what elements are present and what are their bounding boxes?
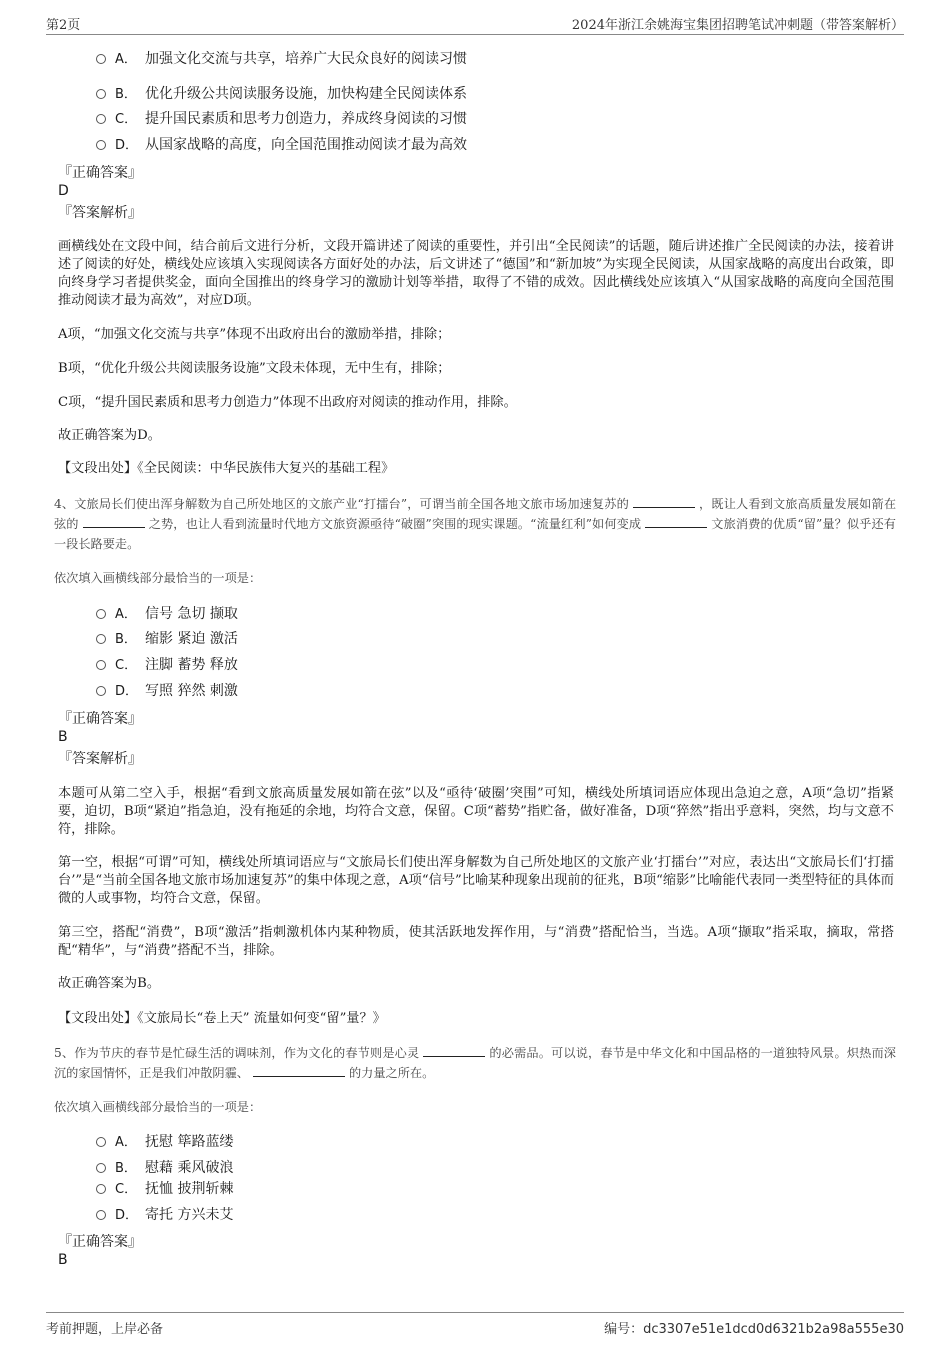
q3-answer-label: 『正确答案』 bbox=[58, 165, 142, 181]
q5-option-a[interactable]: A． 抚慰 筚路蓝缕 bbox=[96, 1133, 233, 1152]
radio-icon[interactable] bbox=[96, 660, 106, 670]
option-text: 优化升级公共阅读服务设施，加快构建全民阅读体系 bbox=[145, 86, 467, 102]
option-text: 加强文化交流与共享，培养广大民众良好的阅读习惯 bbox=[145, 51, 467, 67]
radio-icon[interactable] bbox=[96, 609, 106, 619]
q3-analysis-paragraph: 故正确答案为D。 bbox=[58, 428, 161, 443]
q4-option-c[interactable]: C． 注脚 蓄势 释放 bbox=[96, 656, 238, 675]
page-header bbox=[46, 12, 904, 35]
q5-instruction: 依次填入画横线部分最恰当的一项是： bbox=[54, 1100, 262, 1114]
q4-stem: 4、文旅局长们使出浑身解数为自己所处地区的文旅产业“打擂台”，可谓当前全国各地文旅市场加速复苏的 ，既让人看到文旅高质量发展如箭在弦的 之势，也让人看到流量时代地方文旅资源亟待“破圈”突围的现实课题。“流量红利”如何变成 文旅消费的优质“留”量？似乎还有一段长路要走。 bbox=[54, 497, 897, 551]
answer-blank bbox=[83, 516, 145, 528]
q4-answer-label: 『正确答案』 bbox=[58, 711, 142, 727]
q3-option-c[interactable]: C． 提升国民素质和思考力创造力，养成终身阅读的习惯 bbox=[96, 110, 467, 129]
q3-analysis-paragraph: A项，“加强文化交流与共享”体现不出政府出台的激励举措，排除； bbox=[58, 327, 451, 342]
option-text: 提升国民素质和思考力创造力，养成终身阅读的习惯 bbox=[145, 111, 467, 127]
q4-source: 【文段出处】《文旅局长“卷上天” 流量如何变“留”量？》 bbox=[58, 1011, 386, 1026]
option-text: 从国家战略的高度，向全国范围推动阅读才最为高效 bbox=[145, 137, 467, 153]
q5-option-d[interactable]: D． 寄托 方兴未艾 bbox=[96, 1206, 233, 1225]
q5-option-c[interactable]: C． 抚恤 披荆斩棘 bbox=[96, 1180, 233, 1199]
page-footer bbox=[46, 1312, 904, 1337]
q5-option-b[interactable]: B． 慰藉 乘风破浪 bbox=[96, 1159, 233, 1178]
q3-answer: D bbox=[58, 183, 69, 199]
q3-analysis-paragraph: 画横线处在文段中间，结合前后文进行分析，文段开篇讲述了阅读的重要性，并引出“全民阅读”的话题，随后讲述推广全民阅读的办法，接着讲述了阅读的好处，横线处应该填入实现阅读各方面好处的办法，后文讲述了“德国”和“新加坡”为实现全民阅读，从国家战略的高度出台政策，即向终身学习者提供奖金，面向全国推出的终身学习的激励计划等举措，取得了不错的成效。因此横线处应该填入“从国家战略的高度向全国范围推动阅读才最为高效”，对应D项。 bbox=[58, 239, 894, 308]
radio-icon[interactable] bbox=[96, 686, 106, 696]
page-number: 第2页 bbox=[46, 18, 81, 33]
footer-slogan: 考前押题，上岸必备 bbox=[46, 1322, 164, 1337]
option-text: 缩影 紧迫 激活 bbox=[145, 631, 238, 647]
radio-icon[interactable] bbox=[96, 634, 106, 644]
radio-icon[interactable] bbox=[96, 1163, 106, 1173]
q3-option-b[interactable]: B． 优化升级公共阅读服务设施，加快构建全民阅读体系 bbox=[96, 85, 467, 104]
option-text: 寄托 方兴未艾 bbox=[145, 1207, 234, 1223]
q3-analysis-paragraph: B项，“优化升级公共阅读服务设施”文段未体现，无中生有，排除； bbox=[58, 361, 451, 376]
radio-icon[interactable] bbox=[96, 54, 106, 64]
q4-answer: B bbox=[58, 729, 68, 745]
q4-analysis-paragraph: 第三空，搭配“消费”，B项“激活”指刺激机体内某种物质，使其活跃地发挥作用，与“消费”搭配恰当，当选。A项“撷取”指采取，摘取，常搭配“精华”，与“消费”搭配不当，排除。 bbox=[58, 925, 894, 958]
option-text: 信号 急切 撷取 bbox=[145, 606, 238, 622]
q5-answer: B bbox=[58, 1252, 68, 1268]
q3-option-a[interactable]: A． 加强文化交流与共享，培养广大民众良好的阅读习惯 bbox=[96, 50, 467, 69]
q3-source: 【文段出处】《全民阅读：中华民族伟大复兴的基础工程》 bbox=[58, 461, 395, 476]
q4-analysis-label: 『答案解析』 bbox=[58, 751, 142, 767]
radio-icon[interactable] bbox=[96, 140, 106, 150]
q3-option-d[interactable]: D． 从国家战略的高度，向全国范围推动阅读才最为高效 bbox=[96, 136, 467, 155]
radio-icon[interactable] bbox=[96, 1184, 106, 1194]
q5-answer-label: 『正确答案』 bbox=[58, 1234, 142, 1250]
answer-blank bbox=[253, 1065, 345, 1077]
answer-blank bbox=[633, 496, 695, 508]
radio-icon[interactable] bbox=[96, 1210, 106, 1220]
q4-instruction: 依次填入画横线部分最恰当的一项是： bbox=[54, 571, 262, 585]
document-id: 编号：dc3307e51e1dcd0d6321b2a98a555e30 bbox=[604, 1322, 904, 1337]
answer-blank bbox=[645, 516, 707, 528]
option-text: 抚慰 筚路蓝缕 bbox=[145, 1134, 234, 1150]
radio-icon[interactable] bbox=[96, 1137, 106, 1147]
radio-icon[interactable] bbox=[96, 114, 106, 124]
q4-option-d[interactable]: D． 写照 猝然 刺激 bbox=[96, 682, 238, 701]
document-title: 2024年浙江余姚海宝集团招聘笔试冲刺题（带答案解析） bbox=[571, 18, 904, 33]
q4-option-a[interactable]: A． 信号 急切 撷取 bbox=[96, 605, 238, 624]
option-text: 写照 猝然 刺激 bbox=[145, 683, 238, 699]
radio-icon[interactable] bbox=[96, 89, 106, 99]
q4-analysis-paragraph: 故正确答案为B。 bbox=[58, 976, 161, 991]
q3-analysis-paragraph: C项，“提升国民素质和思考力创造力”体现不出政府对阅读的推动作用，排除。 bbox=[58, 395, 517, 410]
answer-blank bbox=[423, 1045, 485, 1057]
q4-analysis-paragraph: 本题可从第二空入手，根据“看到文旅高质量发展如箭在弦”以及“亟待‘破圈’突围”可知，横线处所填词语应体现出急迫之意，A项“急切”指紧要，迫切，B项“紧迫”指急迫，没有拖延的余地，均符合文意，保留。C项“蓄势”指贮备，做好准备，D项“猝然”指出乎意料，突然，均与文意不符，排除。 bbox=[58, 786, 894, 837]
option-text: 注脚 蓄势 释放 bbox=[145, 657, 238, 673]
option-text: 抚恤 披荆斩棘 bbox=[145, 1181, 234, 1197]
q4-analysis-paragraph: 第一空，根据“可谓”可知，横线处所填词语应与“文旅局长们使出浑身解数为自己所处地区的文旅产业‘打擂台’”对应，表达出“文旅局长们‘打擂台’”是“当前全国各地文旅市场加速复苏”的集中体现之意，A项“信号”比喻某种现象出现前的征兆，B项“缩影”比喻能代表同一类型特征的具体而微的人或事物，均符合文意，保留。 bbox=[58, 855, 894, 906]
q5-stem: 5、作为节庆的春节是忙碌生活的调味剂，作为文化的春节则是心灵 的必需品。可以说，春节是中华文化和中国品格的一道独特风景。炽热而深沉的家国情怀，正是我们冲散阴霾、 的力量之所在。 bbox=[54, 1046, 896, 1080]
q3-analysis-label: 『答案解析』 bbox=[58, 205, 142, 221]
option-text: 慰藉 乘风破浪 bbox=[145, 1160, 234, 1176]
q4-option-b[interactable]: B． 缩影 紧迫 激活 bbox=[96, 630, 238, 649]
